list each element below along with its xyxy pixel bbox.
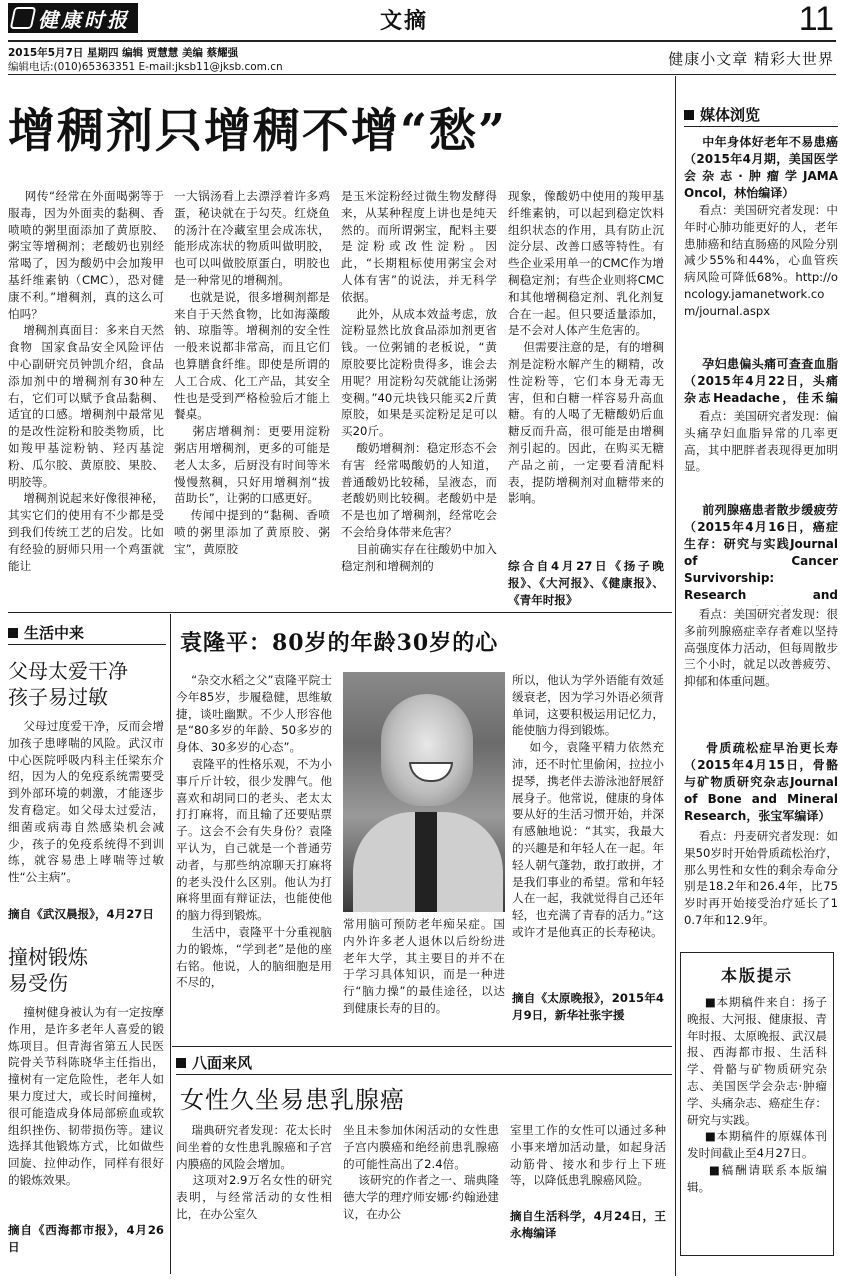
media-item-body: 看点：美国研究者发现：很多前列腺癌症幸存者难以坚持高强度体力活动，但每周散步三个小时，就足以改善疲劳、抑郁和体重问题。 (684, 607, 838, 689)
lead-bottom-rule (8, 612, 672, 613)
lead-source: 综合自4月27日《扬子晚报》、《大河报》、《健康报》、《青年时报》 (508, 559, 664, 607)
yuan-longping-photo (343, 672, 505, 912)
bamian-col-3: 室里工作的女性可以通过多种小事来增加活动量，如起身活动筋骨、接水和步行上下班等，以降低患乳腺癌风险。 (510, 1123, 666, 1188)
life-article1-title-2: 孩子易过敏 (8, 685, 108, 709)
lead-headline: 增稠剂只增稠不增“愁” (8, 104, 508, 159)
bamian-source: 摘自生活科学，4月24日，王永梅编译 (510, 1209, 666, 1240)
masthead-rule (8, 40, 836, 42)
bamian-title: 女性久坐易患乳腺癌 (180, 1086, 405, 1114)
notice-box (680, 952, 834, 1256)
square-bullet-icon (176, 1058, 186, 1068)
square-bullet-icon (8, 628, 18, 638)
media-item (684, 134, 838, 336)
bamian-col-2: 坐且未参加休闲活动的女性患子宫内膜癌和绝经前患乳腺癌的可能性高出了2.4倍。 该研究的作者之一、瑞典隆德大学的理疗师安娜·约翰逊建议，在办公 (343, 1123, 499, 1221)
media-item-body: 看点：丹麦研究者发现：如果50岁时开始骨质疏松治疗，那么男性和女性的剩余寿命分别是18.2年和26.4年，比75岁时再开始接受治疗延长了10.7年和12.9年。 (684, 829, 838, 927)
masthead-bottom-rule (8, 74, 836, 75)
media-item-title: 孕妇患偏头痛可查查血脂（2015年4月22日，头痛杂志Headache，佳禾编 (684, 357, 838, 405)
media-item-body: 看点：美国研究者发现：中年时心肺功能更好的人，老年患肺癌和结直肠癌的风险分别减少55%和44%，心血管疾病风险可降低68%。http://oncology.jamanetwork.com/journal.aspx (684, 203, 838, 318)
media-item-title: 中年身体好老年不易患癌（2015年4月期，美国医学会杂志·肿瘤学JAMA Oncol，林怡编译） (684, 135, 838, 200)
life-article1-source: 摘自《武汉晨报》，4月27日 (8, 907, 154, 921)
life-header-rule (8, 644, 166, 645)
lead-col-2: 一大锅汤看上去漂浮着许多鸡蛋，秘诀就在于勾芡。红烧鱼的汤汁在冷藏室里会成冻状，能形成冻状的物质叫做明胶，也可以叫做胶原蛋白，明胶也是一种常见的增稠剂。 也就是说，很多增稠剂都是来自于天然食物，比如海藻酸钠、琼脂等。增稠剂的安全性一般来说都非常高，而且它们也算膳食纤维。即使是所谓的人工合成、化工产品，其安全性也是受到严格检验后才能上餐桌。 粥店增稠剂：更要用淀粉 粥店用增稠剂，更多的可能是老人太多，后厨没有时间等米慢慢熬稠，只好用增稠剂“拔苗助长”，让粥的口感更好。 传闻中提到的“黏稠、香喷喷的粥里添加了黄原胶、粥宝”，黄原胶 (174, 189, 330, 556)
life-article1-body: 父母过度爱干净，反而会增加孩子患哮喘的风险。武汉市中心医院呼吸内科主任梁东介绍，因为人的免疫系统需要受到外部环境的刺激，才能逐步发育稳定。如父母太过爱洁，细菌或病毒自然感染机会减少，孩子的免疫系统得不到训练，就容易患上哮喘等过敏性“公主病”。 (8, 719, 164, 885)
side-divider (675, 76, 676, 1276)
feature-headline: 袁隆平：80岁的年龄30岁的心 (180, 630, 499, 656)
life-section-label: 生活中来 (24, 624, 85, 642)
life-section-header (8, 622, 84, 643)
date-line: 2015年5月7日 星期四 编辑 贾慧慧 美编 蔡耀强 (8, 47, 239, 59)
media-section-label: 媒体浏览 (700, 106, 761, 124)
bamian-section-label: 八面来风 (192, 1054, 253, 1072)
media-item-title: 骨质疏松症早治更长寿（2015年4月15日，骨骼与矿物质研究杂志Journal of Bone and Mineral Research，张宝军编译） (684, 741, 838, 823)
contact-line: 编辑电话:(010)65363351 E-mail:jksb11@jksb.com.cn (8, 61, 283, 73)
life-divider (170, 614, 171, 1274)
life-article2-source: 摘自《西海都市报》，4月26日 (8, 1223, 164, 1254)
masthead (8, 0, 836, 74)
square-bullet-icon (684, 110, 694, 120)
bamian-col-1: 瑞典研究者发现：花太长时间坐着的女性患乳腺癌和子宫内膜癌的风险会增加。 这项对2.9万名女性的研究表明，与经常活动的女性相比，在办公室久 (176, 1123, 332, 1221)
feature-source: 摘自《太原晚报》，2015年4月9日，新华社张宇援 (512, 991, 664, 1022)
life-article1-title-1: 父母太爱干净 (8, 659, 128, 683)
life-article2-body: 撞树健身被认为有一定按摩作用，是许多老年人喜爱的锻炼项目。但青海省第五人民医院骨关节科陈晓华主任指出，撞树有一定危险性，老年人如果力度过大，或长时间撞树，很可能造成身体局部瘀血或软组织挫伤、韧带损伤等。建议选择其他锻炼方式，比如做些回旋、拉伸动作，同样有很好的锻炼效果。 (8, 1005, 164, 1187)
life-article2-title-1: 撞树锻炼 (8, 945, 88, 969)
life-article2-title-2: 易受伤 (8, 971, 68, 995)
media-item-title: 前列腺癌患者散步缓疲劳（2015年4月16日，癌症生存：研究与实践Journal of Cancer Survivorship: Research and (684, 503, 838, 602)
section-title: 文摘 (380, 8, 429, 34)
logo (8, 3, 138, 33)
lead-col-1: 网传“经常在外面喝粥等于服毒，因为外面卖的黏稠、香喷喷的粥里面添加了黄原胶、粥宝等增稠剂；老酸奶也别经常喝了，因为酸奶中会加羧甲基纤维素钠（CMC），恐对健康不利。”增稠剂，真的这么可怕吗？ 增稠剂真面目：多来自天然食物 国家食品安全风险评估中心副研究员钟凯介绍，食品添加剂中的增稠剂有30种左右，它们可以赋予食品黏稠、适宜的口感。增稠剂中最常见的是改性淀粉和胶类物质，比如羧甲基淀粉钠、羟丙基淀粉、瓜尔胶、黄原胶、果胶、明胶等。 增稠剂说起来好像很神秘，其实它们的使用有不少都是受到我们传统工艺的启发。比如有经验的厨师只用一个鸡蛋就能让 (8, 189, 164, 573)
feature-col-1: “杂交水稻之父”袁隆平院士今年85岁，步履稳健，思维敏捷，谈吐幽默。不少人形容他是“80多岁的年龄、50多岁的身体、30多岁的心态”。 袁隆平的性格乐观，不为小事斤斤计较，很少发脾气。他喜欢和胡同口的老头、老太太打打麻将，而且输了还要贴票子。这会不会有失身份？袁隆平认为，自己就是一个普通劳动者，与那些纳凉聊天打麻将的老头没什么区别。他认为打麻将里面有辩证法，也能使他的脑力得到锻炼。 生活中，袁隆平十分重视脑力的锻炼，“学到老”是他的座右铭。他说，人的脑细胞是用不尽的， (176, 673, 332, 990)
feature-bottom-rule (172, 1046, 672, 1047)
media-item-body: 看点：美国研究者发现：偏头痛孕妇血脂异常的几率更高，其中肥胖者表现得更加明显。 (684, 409, 838, 474)
page-number: 11 (798, 0, 834, 38)
media-item (684, 502, 838, 724)
media-item (684, 356, 838, 492)
notice-title: 本版提示 (720, 966, 793, 985)
lead-col-3: 是玉米淀粉经过微生物发酵得来，从某种程度上讲也是纯天然的。而所谓粥宝，配料主要是淀粉或改性淀粉。因此，“长期粗标使用粥宝会对人体有害”的说法，并无科学依据。 此外，从成本效益考虑，放淀粉显然比放食品添加剂更省钱。一位粥铺的老板说，“黄原胶要比淀粉贵得多，谁会去用呢？用淀粉勾芡就能让汤粥变稠。”40元块钱只能买2斤黄原胶，如果是买淀粉足足可以买20斤。 酸奶增稠剂：稳定形态不会有害 经常喝酸奶的人知道，普通酸奶比较稀，呈液态，而老酸奶则比较稠。老酸奶中是不是也加了增稠剂，经常吃会不会给身体带来危害？ 目前确实存在往酸奶中加入稳定剂和增稠剂的 (341, 189, 497, 573)
media-item (684, 740, 838, 938)
logo-mark-icon (10, 7, 37, 29)
media-header-rule (684, 126, 838, 127)
bamian-header-rule (176, 1074, 672, 1075)
logo-text: 健康时报 (38, 7, 130, 32)
feature-col-3: 所以，他认为学外语能有效延缓衰老，因为学习外语必须背单词，这要积极运用记忆力，能使脑力得到锻炼。 如今，袁隆平精力依然充沛，还不时忙里偷闲，拉拉小提琴，携老伴去游泳池舒展舒展身子。他常说，健康的身体要从好的生活习惯开始，并深有感触地说：“其实，我最大的兴趣是和年轻人在一起。年轻人朝气蓬勃，敢打敢拼，才是我们事业的希望。常和年轻人在一起，我就觉得自己还年轻，也充满了青春的活力。”这或许才是他真正的长寿秘诀。 (512, 673, 664, 939)
lead-col-4: 现象，像酸奶中使用的羧甲基纤维素钠，可以起到稳定饮料组织状态的作用，具有防止沉淀分层、改善口感等特性。有些企业采用单一的CMC作为增稠稳定剂；有些企业则将CMC和其他增稠稳定剂、乳化剂复合在一起。但只要适量添加，是不会对人体产生危害的。 但需要注意的是，有的增稠剂是淀粉水解产生的糊精，改性淀粉等，它们本身无毒无害，但和白糖一样容易升高血糖。有的人喝了无糖酸奶后血糖反而升高，很可能是由增稠剂引起的。因此，在购买无糖产品之前，一定要看清配料表，提防增稠剂对血糖带来的影响。 (508, 189, 664, 506)
feature-col-2: 常用脑可预防老年痴呆症。国内外许多老人退休以后纷纷进老年大学，其主要目的并不在于学习具体知识，而是一种进行“脑力操”的最佳途径，以达到健康长寿的目的。 (343, 917, 505, 1015)
slogan: 健康小文章 精彩大世界 (668, 50, 834, 68)
media-section-header (684, 104, 760, 125)
notice-body: ■本期稿件来自：扬子晚报、大河报、健康报、青年时报、太原晚报、武汉晨报、西海都市报、生活科学、骨骼与矿物质研究杂志、美国医学会杂志·肿瘤学、头痛杂志、癌症生存：研究与实践。 ■本期稿件的原媒体刊发时间截止至4月27日。 ■稿酬请联系本版编辑。 (687, 995, 827, 1194)
bamian-section-header (176, 1052, 252, 1073)
